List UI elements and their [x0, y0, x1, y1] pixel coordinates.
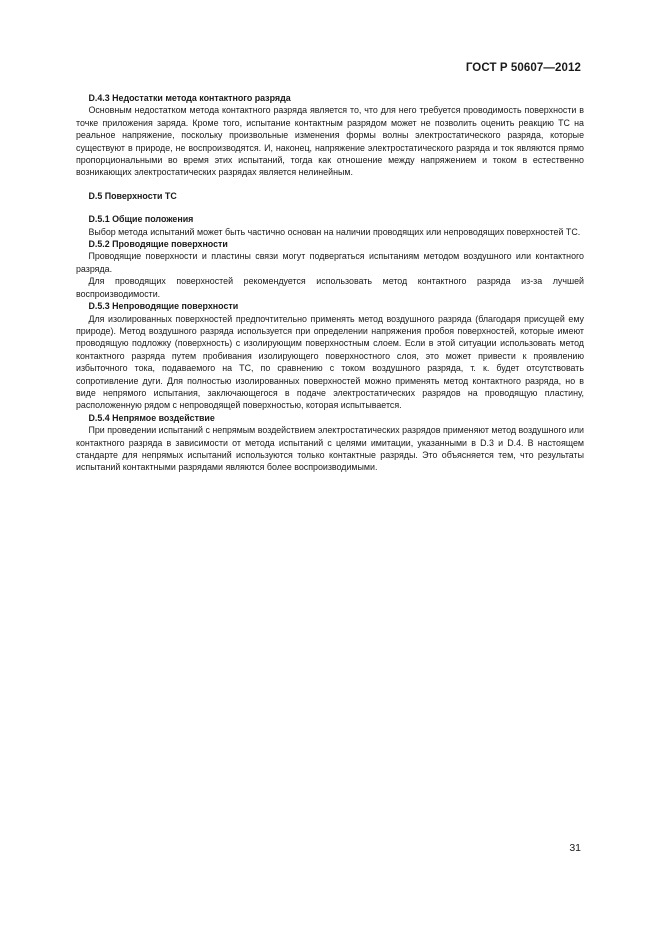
document-body [76, 92, 584, 474]
paragraph-d54: При проведении испытаний с непрямым воздействием электростатических разрядов применяют метод воздушного или контактного разряда в зависимости от метода испытаний с целями имитации, указанными в D.3 и D.4. В настоящем стандарте для непрямых испытаний используются только контактные разряды. Это объясняется тем, что результаты испытаний контактными разрядами являются более воспроизводимыми. [76, 425, 584, 473]
section-heading-d43: D.4.3 Недостатки метода контактного разряда [88, 93, 291, 103]
section-heading-d5: D.5 Поверхности ТС [88, 190, 177, 201]
standard-designation: ГОСТ Р 50607—2012 [465, 62, 581, 74]
section-heading-d53: D.5.3 Непроводящие поверхности [88, 301, 239, 312]
section-heading-d52: D.5.2 Проводящие поверхности [88, 239, 228, 250]
paragraph-d51: Выбор метода испытаний может быть частично основан на наличии проводящих или непроводящих поверхностей ТС. [88, 226, 581, 237]
page-number: 31 [569, 842, 581, 854]
paragraph-d53: Для изолированных поверхностей предпочтительно применять метод воздушного разряда (благодаря присущей ему природе). Метод воздушного разряда используется при определении напряжения пробоя поверхностей, которые имеют проводящую подложку (поверхность) с изолирующим поверхностным слоем. Если в этой ситуации использовать метод контактного разряда путем пробивания изолирующего поверхностного слоя, это может привести к проявлению избыточного тока, подаваемого на ТС, по сравнению с током воздушного разряда, т. к. будет отсутствовать сопротивление дуги. Для полностью изолированных поверхностей можно применять метод контактного разряда, но в виде непрямого испытания, заключающегося в подаче электростатических разрядов на проводящую пластину, расположенную рядом с непроводящей поверхностью, которая испытывается. [76, 313, 584, 411]
paragraph-d43: Основным недостатком метода контактного разряда является то, что для него требуется проводимость поверхности в точке приложения заряда. Кроме того, испытание контактным разрядом может не позволить оценить реакцию ТС на реальное напряжение, поскольку произвольные изменения формы волны электростатического разряда, которые существуют в природе, не воспроизводятся. И, наконец, напряжение электростатического разряда и ток являются прямо пропорциональными во время этих испытаний, тогда как отношение между напряжением и током в естественно возникающих электростатических разрядах является нелинейным. [76, 105, 584, 178]
section-heading-d51: D.5.1 Общие положения [88, 214, 194, 225]
section-heading-d54: D.5.4 Непрямое воздействие [88, 412, 215, 423]
paragraph-d52-2: Для проводящих поверхностей рекомендуется использовать метод контактного разряда из-за лучшей воспроизводимости. [76, 276, 584, 299]
paragraph-d52-1: Проводящие поверхности и пластины связи могут подвергаться испытаниям методом воздушного или контактного разряда. [76, 251, 584, 274]
